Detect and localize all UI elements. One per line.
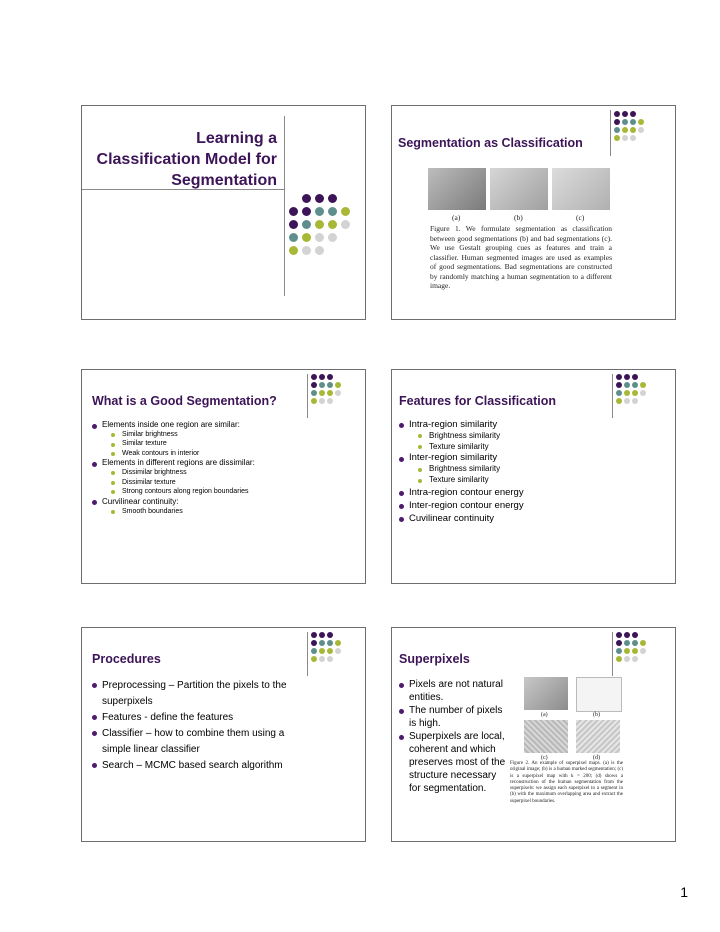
slide-1 [81,105,366,320]
figure-image-b [490,168,548,210]
list-subitem: Similar texture [102,439,362,448]
list-item: Inter-region contour energy [399,500,669,512]
list-item: The number of pixels is high. [399,704,507,730]
slide-3 [81,369,366,584]
list-subitem: Texture similarity [409,475,669,486]
vertical-divider [284,116,285,296]
figure-caption: Figure 2. An example of superpixel maps. (a) is the original image; (b) is a human marked segmentation; (c) is a superpixel map with k = 200; (d) shows a reconstruction of the human segmentation from the superpixels: we assign each superpixel to a segment in (b) with the maximum overlapping area and extract the superpixel boundaries. [510,761,623,804]
figure-label-c: (c) [576,213,585,222]
list-subitem: Similar brightness [102,430,362,439]
list-subitem: Dissimilar brightness [102,468,362,477]
list-item: Curvilinear continuity: Smooth boundaries [92,497,362,516]
vertical-divider [307,374,308,418]
figure-label-a: (a) [541,712,548,718]
list-item: Pixels are not natural entities. [399,678,507,704]
figure-image-d [576,720,620,753]
slide-4 [391,369,676,584]
bullet-list [92,678,312,774]
list-item: Intra-region similarity Brightness similarity Texture similarity [399,419,669,452]
vertical-divider [307,632,308,676]
list-subitem: Brightness similarity [409,431,669,442]
slide-1-title: Learning a Classification Model for Segmentation [96,130,277,189]
bullet-list [399,419,669,525]
vertical-divider [612,374,613,418]
decorative-dot-grid [616,374,646,404]
list-item: Inter-region similarity Brightness similarity Texture similarity [399,452,669,485]
slide-2 [391,105,676,320]
figure-label-c: (c) [541,755,548,761]
decorative-dot-grid [614,111,644,141]
bullet-list [399,678,507,795]
figure-label-b: (b) [593,712,600,718]
slide-5-title: Procedures [92,652,161,666]
list-subitem: Weak contours in interior [102,449,362,458]
decorative-dot-grid [289,194,350,255]
list-subitem: Strong contours along region boundaries [102,487,362,496]
decorative-dot-grid [616,632,646,662]
list-item: Elements in different regions are dissimilar: Dissimilar brightness Dissimilar texture Strong contours along region boundaries [92,458,362,496]
list-item: Search – MCMC based search algorithm [92,758,312,774]
slide-6 [391,627,676,842]
horizontal-divider [82,189,284,190]
list-item: Preprocessing – Partition the pixels to the superpixels [92,678,312,710]
figure-label-b: (b) [514,213,523,222]
list-item: Classifier – how to combine them using a simple linear classifier [92,726,312,758]
list-subitem: Smooth boundaries [102,507,362,516]
list-subitem: Brightness similarity [409,464,669,475]
slide-5 [81,627,366,842]
figure-image-b [576,677,622,712]
slide-3-title: What is a Good Segmentation? [92,394,277,408]
slide-2-title: Segmentation as Classification [398,136,583,150]
slide-4-title: Features for Classification [399,394,556,408]
figure-image-c [552,168,610,210]
decorative-dot-grid [311,632,341,662]
vertical-divider [612,632,613,676]
figure-image-a [428,168,486,210]
decorative-dot-grid [311,374,341,404]
list-item: Cuvilinear continuity [399,513,669,525]
slide-6-title: Superpixels [399,652,470,666]
figure-label-d: (d) [593,755,600,761]
list-subitem: Dissimilar texture [102,478,362,487]
list-subitem: Texture similarity [409,442,669,453]
list-item: Elements inside one region are similar: Similar brightness Similar texture Weak contours in interior [92,420,362,458]
list-item: Superpixels are local, coherent and which preserves most of the structure necessary for segmentation. [399,730,507,795]
figure-image-c [524,720,568,753]
vertical-divider [610,110,611,156]
figure-image-a [524,677,568,710]
figure-label-a: (a) [452,213,461,222]
figure-caption: Figure 1. We formulate segmentation as classification between good segmentations (b) and bad segmentations (c). We use Gestalt grouping cues as features and train a classifier. Human segmented images are used as examples of good segmentations. Bad segmentations are constructed by randomly matching a human segmentation to a different image. [430,224,612,290]
bullet-list [92,420,362,516]
list-item: Intra-region contour energy [399,487,669,499]
page-number: 1 [680,884,688,900]
list-item: Features - define the features [92,710,312,726]
